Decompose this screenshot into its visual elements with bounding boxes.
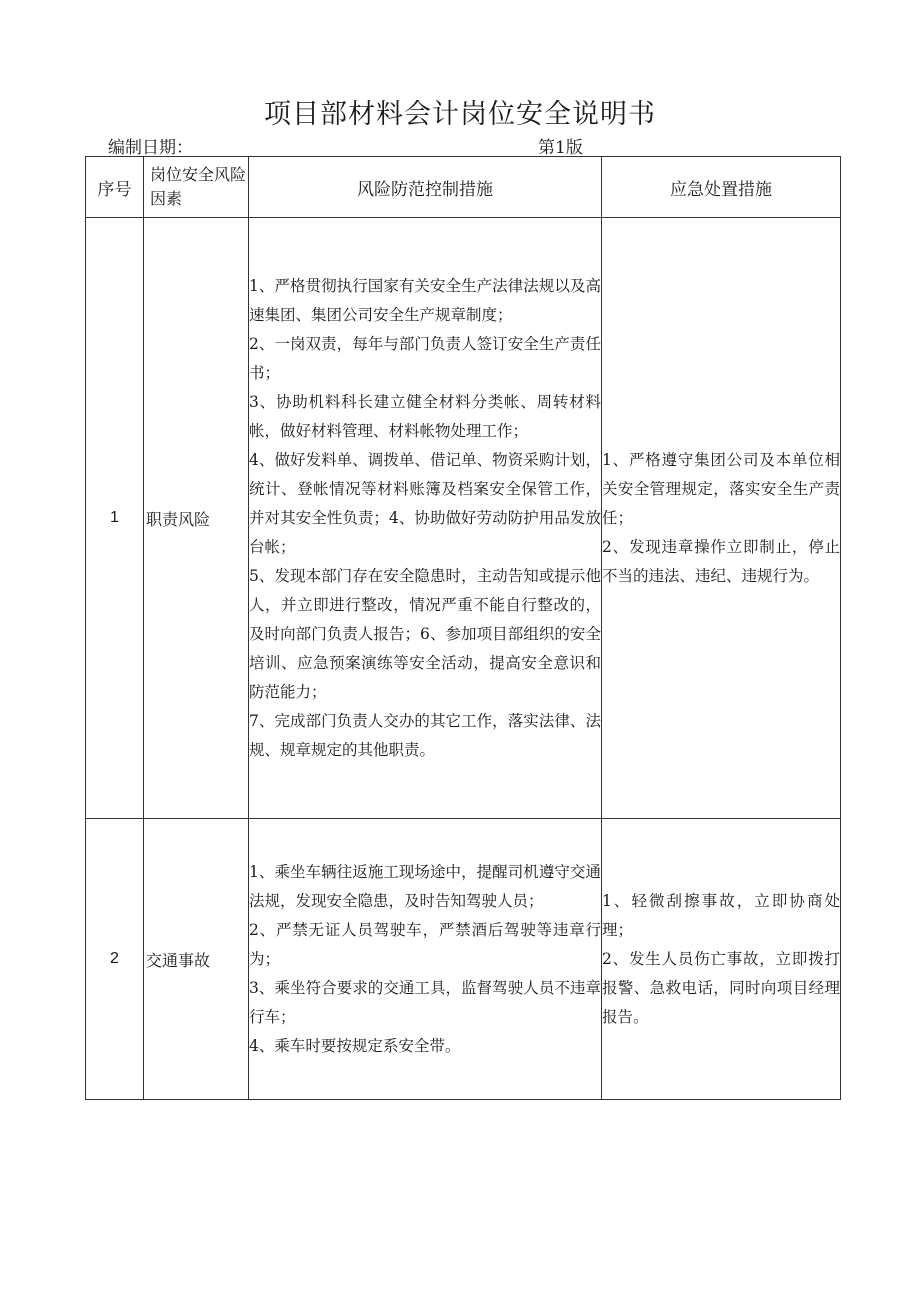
measure-item: 7、完成部门负责人交办的其它工作，落实法律、法规、规章规定的其他职责。 bbox=[249, 711, 601, 759]
header-measures: 风险防范控制措施 bbox=[249, 157, 602, 218]
row-emergency bbox=[602, 218, 841, 819]
row-measures bbox=[249, 218, 602, 819]
row-seq: 2 bbox=[86, 819, 144, 1100]
measure-item: 4、做好发料单、调拨单、借记单、物资采购计划，统计、登帐情况等材料账簿及档案安全保管工作，并对其安全性负责；4、协助做好劳动防护用品发放台帐； bbox=[249, 450, 601, 556]
row-seq: 1 bbox=[86, 218, 144, 819]
version-label: 第1版 bbox=[538, 138, 583, 158]
measure-item: 2、严禁无证人员驾驶车，严禁酒后驾驶等违章行为； bbox=[249, 920, 601, 968]
header-seq: 序号 bbox=[86, 157, 144, 218]
emergency-item: 1、严格遵守集团公司及本单位相关安全管理规定，落实安全生产责任； bbox=[602, 450, 840, 527]
header-risk: 岗位安全风险因素 bbox=[144, 157, 249, 218]
row-measures bbox=[249, 819, 602, 1100]
row-risk: 交通事故 bbox=[144, 819, 249, 1100]
document-title: 项目部材料会计岗位安全说明书 bbox=[264, 99, 656, 130]
measure-item: 5、发现本部门存在安全隐患时，主动告知或提示他人，并立即进行整改，情况严重不能自行整改的，及时向部门负责人报告；6、参加项目部组织的安全培训、应急预案演练等安全活动，提高安全意识和防范能力； bbox=[249, 566, 601, 701]
table-header-row bbox=[86, 157, 841, 218]
measure-item: 1、乘坐车辆往返施工现场途中，提醒司机遵守交通法规，发现安全隐患，及时告知驾驶人员； bbox=[249, 862, 601, 910]
measure-item: 1、严格贯彻执行国家有关安全生产法律法规以及高速集团、集团公司安全生产规章制度； bbox=[249, 276, 601, 324]
emergency-item: 2、发现违章操作立即制止，停止不当的违法、违纪、违规行为。 bbox=[602, 537, 840, 585]
emergency-item: 2、发生人员伤亡事故，立即拨打报警、急救电话，同时向项目经理报告。 bbox=[602, 949, 840, 1026]
header-emergency: 应急处置措施 bbox=[602, 157, 841, 218]
emergency-item: 1、轻微刮擦事故，立即协商处理； bbox=[602, 891, 840, 939]
table-row bbox=[86, 218, 841, 819]
measure-item: 3、协助机料科长建立健全材料分类帐、周转材料帐，做好材料管理、材料帐物处理工作； bbox=[249, 392, 601, 440]
safety-table bbox=[85, 156, 841, 1100]
measure-item: 4、乘车时要按规定系安全带。 bbox=[249, 1036, 461, 1055]
measure-item: 2、一岗双责，每年与部门负责人签订安全生产责任书； bbox=[249, 334, 601, 382]
compile-date-label: 编制日期： bbox=[108, 138, 193, 158]
table-row bbox=[86, 819, 841, 1100]
row-emergency bbox=[602, 819, 841, 1100]
row-risk: 职责风险 bbox=[144, 218, 249, 819]
measure-item: 3、乘坐符合要求的交通工具，监督驾驶人员不违章行车； bbox=[249, 978, 601, 1026]
